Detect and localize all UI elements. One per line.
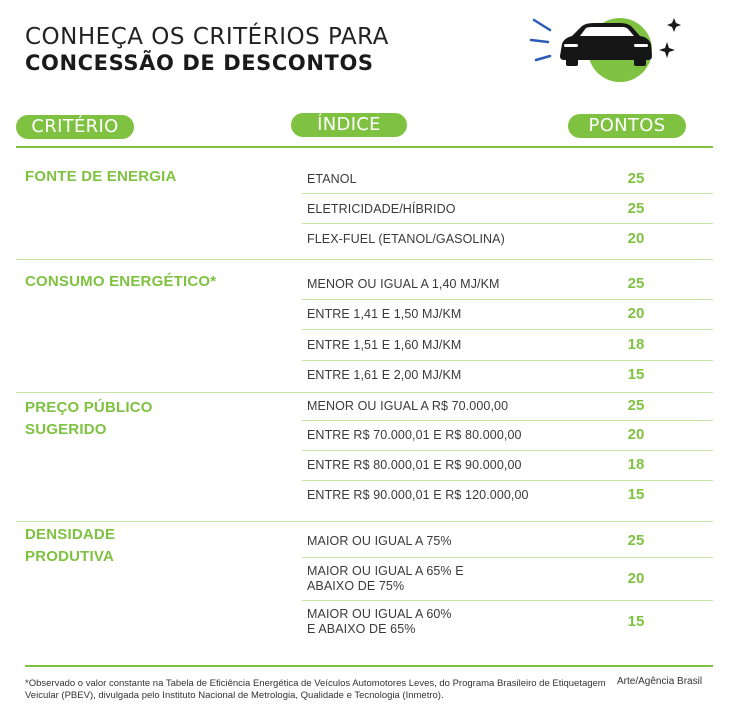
column-header-pontos: PONTOS <box>568 114 686 138</box>
row-divider <box>302 193 713 194</box>
row-divider <box>302 450 713 451</box>
index-cell-line: MAIOR OU IGUAL A 60% <box>307 607 452 621</box>
index-cell <box>307 338 461 353</box>
points-cell: 25 <box>627 397 645 414</box>
index-cell <box>307 202 456 217</box>
points-cell: 25 <box>627 200 645 217</box>
car-icon <box>528 12 688 84</box>
index-cell-line: ENTRE R$ 70.000,01 E R$ 80.000,00 <box>307 427 522 442</box>
index-cell-line: E ABAIXO DE 65% <box>307 622 416 636</box>
page-title <box>25 24 389 76</box>
column-header-indice: ÍNDICE <box>291 113 407 137</box>
car-headlight-icon <box>634 44 648 47</box>
image-credit: Arte/Agência Brasil <box>617 676 703 687</box>
points-cell: 25 <box>627 532 645 549</box>
criterion-label-line: CONSUMO ENERGÉTICO* <box>25 273 217 290</box>
footer-divider <box>25 665 713 667</box>
points-cell: 25 <box>627 275 645 292</box>
index-cell-line: MAIOR OU IGUAL A 75% <box>307 533 452 548</box>
index-cell-line: ELETRICIDADE/HÍBRIDO <box>307 201 456 216</box>
points-cell: 15 <box>627 486 645 503</box>
index-cell-line: ETANOL <box>307 171 357 186</box>
index-cell-line: MENOR OU IGUAL A R$ 70.000,00 <box>307 398 509 413</box>
group-divider <box>16 259 713 260</box>
index-cell <box>307 488 529 503</box>
row-divider <box>302 600 713 601</box>
index-cell <box>307 232 505 247</box>
criterion-label-line: DENSIDADE <box>25 526 116 543</box>
index-cell <box>307 428 522 443</box>
sparkle-icon <box>667 18 681 32</box>
points-cell: 15 <box>627 613 645 630</box>
points-cell: 20 <box>627 570 645 587</box>
group-divider <box>16 521 713 522</box>
points-cell: 15 <box>627 366 645 383</box>
points-cell: 20 <box>627 305 645 322</box>
car-window-icon <box>580 27 634 36</box>
index-cell-line: FLEX-FUEL (ETANOL/GASOLINA) <box>307 231 505 246</box>
index-cell <box>307 534 452 549</box>
index-cell-line: ENTRE 1,61 E 2,00 MJ/KM <box>307 367 462 382</box>
criterion-label-line: PRODUTIVA <box>25 548 115 565</box>
index-cell-line: ENTRE 1,41 E 1,50 MJ/KM <box>307 306 462 321</box>
index-cell-line: ENTRE R$ 80.000,01 E R$ 90.000,00 <box>307 457 522 472</box>
motion-dash-icon <box>536 56 550 60</box>
sparkle-icon <box>659 42 675 58</box>
index-cell <box>307 607 452 637</box>
points-cell: 20 <box>627 230 645 247</box>
index-cell-line: MENOR OU IGUAL A 1,40 MJ/KM <box>307 276 500 291</box>
index-cell-line: ENTRE 1,51 E 1,60 MJ/KM <box>307 337 462 352</box>
motion-dash-icon <box>534 20 550 30</box>
title-line-1: CONHEÇA OS CRITÉRIOS PARA <box>25 24 389 50</box>
car-wheel-icon <box>634 58 646 66</box>
points-cell: 18 <box>627 336 645 353</box>
row-divider <box>302 557 713 558</box>
index-cell <box>307 172 357 187</box>
criterion-label <box>25 397 153 441</box>
group-divider <box>16 392 713 393</box>
car-wheel-icon <box>566 58 578 66</box>
row-divider <box>302 420 713 421</box>
index-cell <box>307 458 522 473</box>
criterion-label-line: SUGERIDO <box>25 421 107 438</box>
column-header-criterio: CRITÉRIO <box>16 115 134 139</box>
index-cell <box>307 368 461 383</box>
row-divider <box>302 223 713 224</box>
index-cell <box>307 399 508 414</box>
title-line-2: CONCESSÃO DE DESCONTOS <box>25 51 374 75</box>
criterion-label-line: PREÇO PÚBLICO <box>25 399 153 416</box>
criterion-label <box>25 166 177 188</box>
index-cell <box>307 277 500 292</box>
criterion-label <box>25 524 115 568</box>
car-headlight-icon <box>564 44 578 47</box>
points-cell: 25 <box>627 170 645 187</box>
row-divider <box>302 329 713 330</box>
points-cell: 18 <box>627 456 645 473</box>
index-cell <box>307 307 461 322</box>
row-divider <box>302 480 713 481</box>
index-cell <box>307 564 464 594</box>
motion-dash-icon <box>531 40 548 42</box>
header-divider <box>16 146 713 148</box>
points-cell: 20 <box>627 426 645 443</box>
row-divider <box>302 299 713 300</box>
row-divider <box>302 360 713 361</box>
index-cell-line: ENTRE R$ 90.000,01 E R$ 120.000,00 <box>307 487 529 502</box>
footnote: *Observado o valor constante na Tabela de Eficiência Energética de Veículos Automotores Leves, do Programa Brasileiro de Etiquetagem Veicular (PBEV), divulgada pelo Instituto Nacional de Metrologia, Qualidade e Tecnologia (Inmetro). <box>25 678 606 701</box>
criterion-label <box>25 271 216 293</box>
criterion-label-line: FONTE DE ENERGIA <box>25 168 177 185</box>
index-cell-line: MAIOR OU IGUAL A 65% E <box>307 564 464 578</box>
index-cell-line: ABAIXO DE 75% <box>307 579 405 593</box>
